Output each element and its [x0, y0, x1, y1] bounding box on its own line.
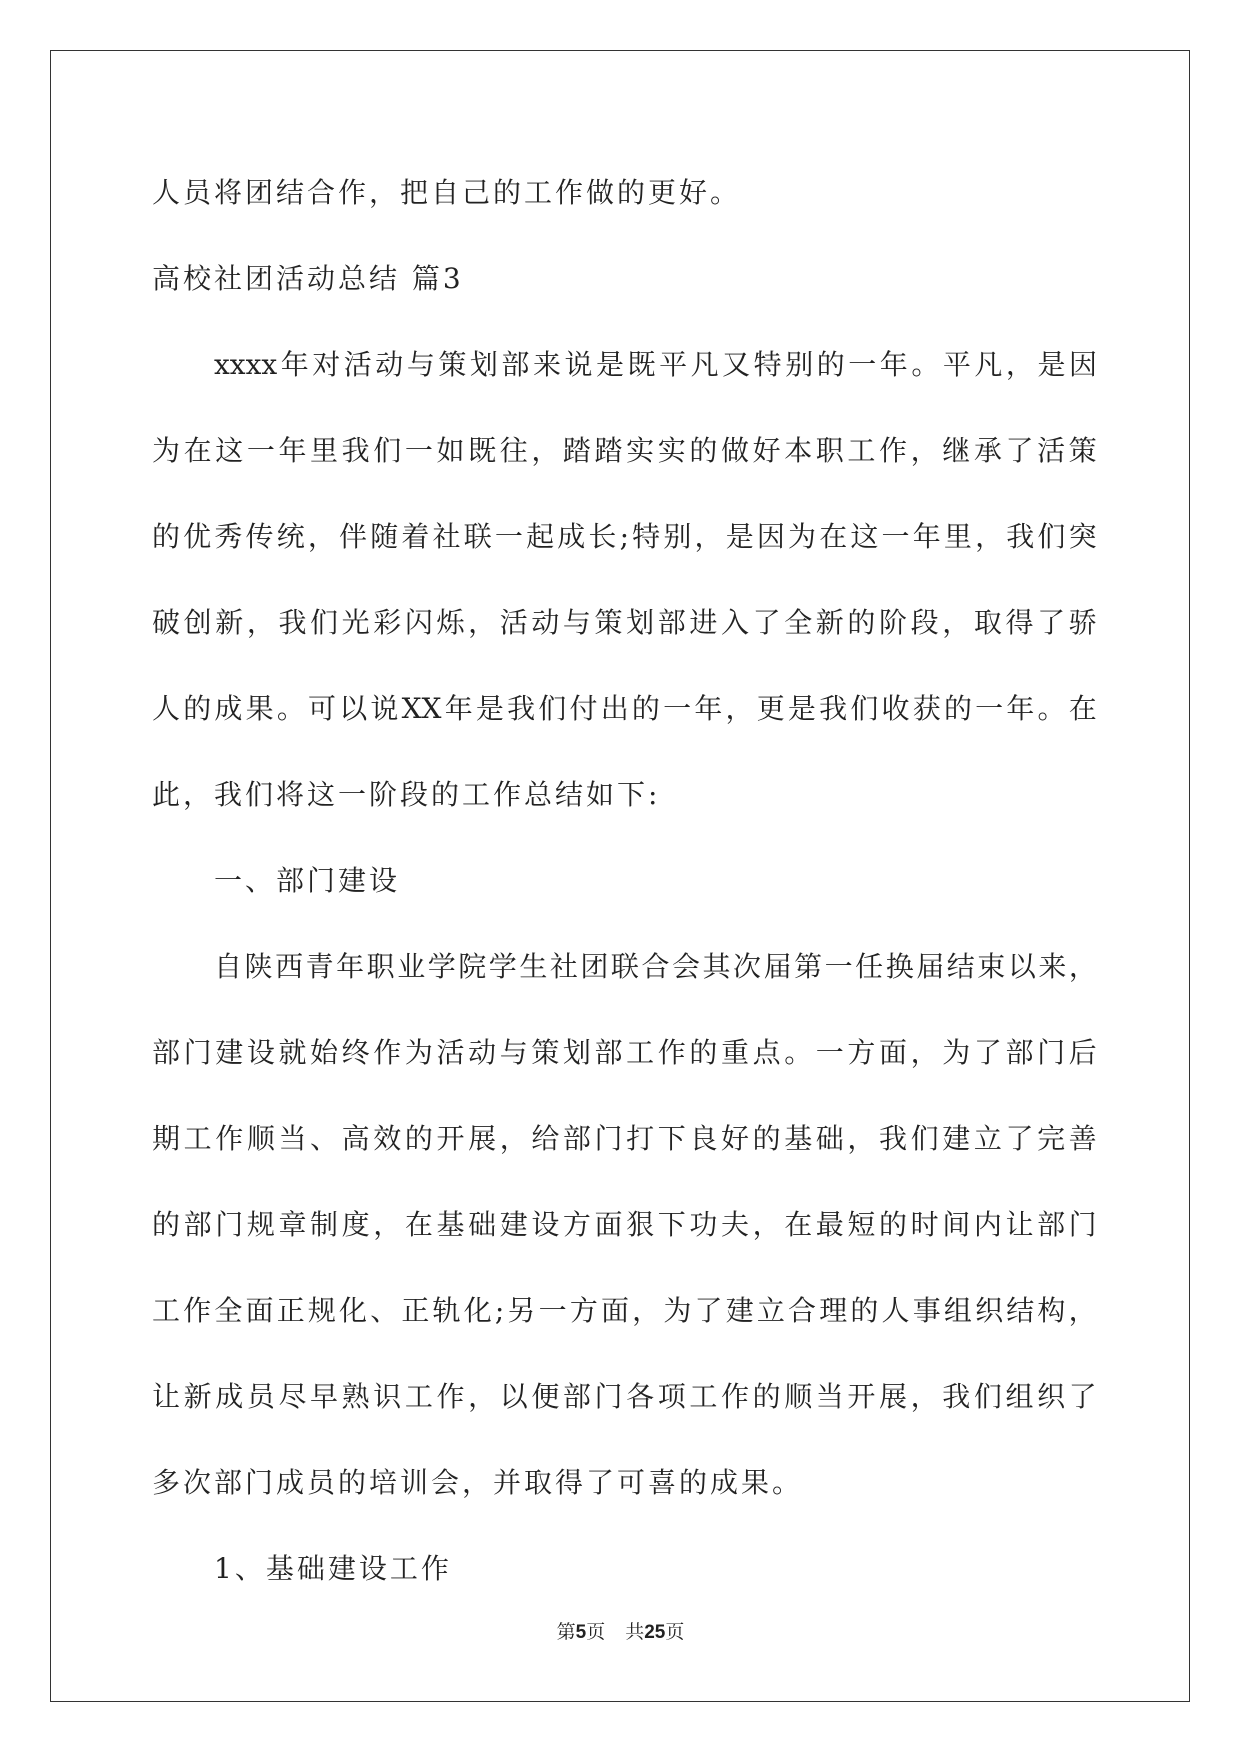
page-prefix: 第 — [556, 1621, 576, 1643]
text-line: 部 门 建 设 就 始 终 作 为 活 动 与 策 划 部 工 作 的 重 点 。 一 方 面 ， 为 了 部 门 后 — [152, 1036, 1097, 1069]
text-line: 人员将团结合作，把自己的工作做的更好。 — [152, 176, 742, 209]
text-line: 多次部门成员的培训会，并取得了可喜的成果。 — [152, 1466, 804, 1499]
text-line: 一、部门建设 — [214, 864, 401, 897]
page-suffix: 页 — [586, 1621, 606, 1643]
text-line: 人 的 成 果 。 可 以 说 XX 年 是 我 们 付 出 的 一 年 ， 更 是 我 们 收 获 的 一 年 。 在 — [152, 692, 1097, 725]
text-line: 高校社团活动总结 篇3 — [152, 262, 464, 295]
text-line: 为 在 这 一 年 里 我 们 一 如 既 往 ， 踏 踏 实 实 的 做 好 本 职 工 作 ， 继 承 了 活 策 — [152, 434, 1097, 467]
page-number: 5 — [575, 1622, 587, 1643]
total-suffix: 页 — [665, 1621, 685, 1643]
text-line: 1、基础建设工作 — [214, 1552, 452, 1585]
page-footer — [0, 1617, 1241, 1644]
text-line: xxxx 年 对 活 动 与 策 划 部 来 说 是 既 平 凡 又 特 别 的 一 年 。 平 凡 ， 是 因 — [214, 348, 1097, 381]
text-line: 破 创 新 ， 我 们 光 彩 闪 烁 ， 活 动 与 策 划 部 进 入 了 全 新 的 阶 段 ， 取 得 了 骄 — [152, 606, 1097, 639]
text-line: 自 陕 西 青 年 职 业 学 院 学 生 社 团 联 合 会 其 次 届 第 一 任 换 届 结 束 以 来 ， — [214, 950, 1097, 983]
text-line: 让 新 成 员 尽 早 熟 识 工 作 ， 以 便 部 门 各 项 工 作 的 顺 当 开 展 ， 我 们 组 织 了 — [152, 1380, 1097, 1413]
text-line: 此，我们将这一阶段的工作总结如下: — [152, 778, 661, 811]
text-line: 工 作 全 面 正 规 化 、 正 轨 化 ; 另 一 方 面 ， 为 了 建 立 合 理 的 人 事 组 织 结 构 ， — [152, 1294, 1097, 1327]
total-prefix: 共 — [625, 1621, 645, 1643]
document-body — [152, 150, 1097, 1612]
text-line: 期 工 作 顺 当 、 高 效 的 开 展 ， 给 部 门 打 下 良 好 的 基 础 ， 我 们 建 立 了 完 善 — [152, 1122, 1097, 1155]
text-line: 的 部 门 规 章 制 度 ， 在 基 础 建 设 方 面 狠 下 功 夫 ， 在 最 短 的 时 间 内 让 部 门 — [152, 1208, 1097, 1241]
total-pages: 25 — [644, 1622, 666, 1643]
text-line: 的 优 秀 传 统 ， 伴 随 着 社 联 一 起 成 长 ; 特 别 ， 是 因 为 在 这 一 年 里 ， 我 们 突 — [152, 520, 1097, 553]
